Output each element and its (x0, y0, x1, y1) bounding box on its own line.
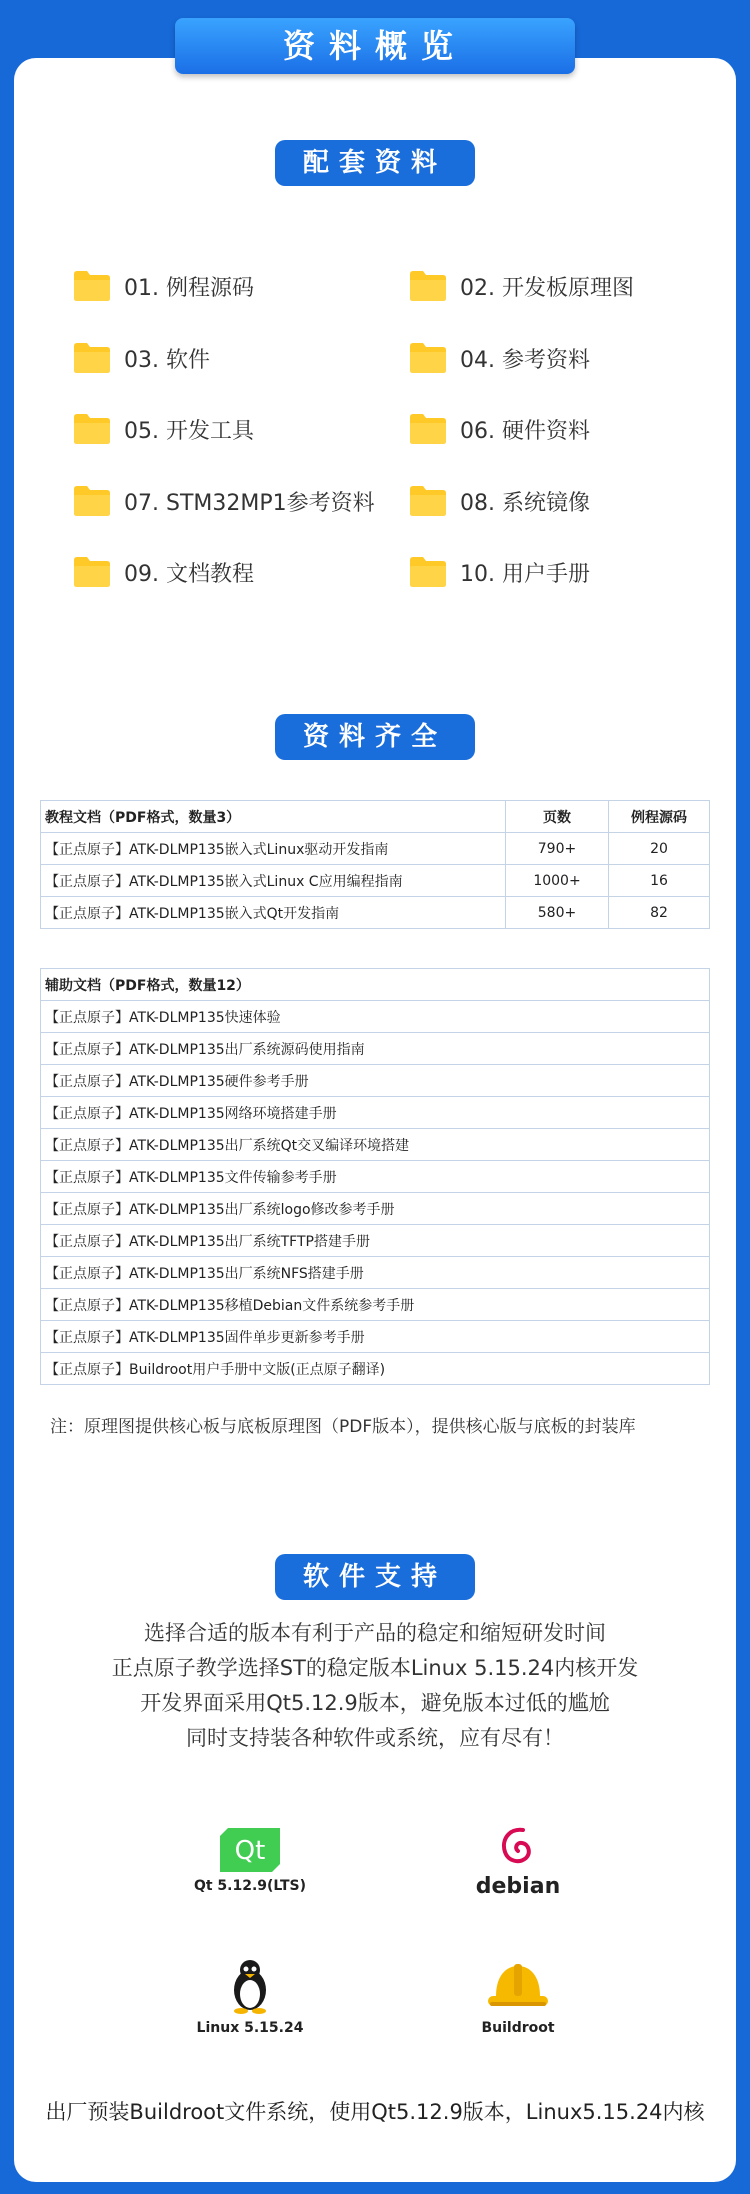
tutorial-table (40, 800, 710, 929)
folder-label: 04. 参考资料 (460, 347, 590, 373)
support-line: 正点原子教学选择ST的稳定版本Linux 5.15.24内核开发 (111, 1656, 639, 1680)
folder-icon (410, 486, 446, 516)
folder-label: 08. 系统镜像 (460, 490, 590, 516)
folder-item[interactable] (410, 268, 634, 304)
table-cell: 【正点原子】ATK-DLMP135固件单步更新参考手册 (41, 1321, 710, 1353)
linux-caption: Linux 5.15.24 (196, 2020, 304, 2036)
table-cell: 【正点原子】ATK-DLMP135网络环境搭建手册 (41, 1097, 710, 1129)
debian-logo (408, 1822, 628, 1899)
folder-icon (74, 486, 110, 516)
linux-logo (140, 1958, 360, 2036)
table-row (41, 1033, 710, 1065)
table-header-cell: 辅助文档（PDF格式，数量12） (41, 969, 710, 1001)
folder-icon (74, 343, 110, 373)
table-cell: 【正点原子】ATK-DLMP135出厂系统源码使用指南 (41, 1033, 710, 1065)
table-row (41, 1129, 710, 1161)
table-cell: 【正点原子】ATK-DLMP135出厂系统NFS搭建手册 (41, 1257, 710, 1289)
folder-icon (74, 557, 110, 587)
folder-label: 01. 例程源码 (124, 275, 254, 301)
hard-hat-icon (486, 1958, 550, 2014)
note-text: 注：原理图提供核心板与底板原理图（PDF版本），提供核心版与底板的封装库 (50, 1417, 636, 1437)
table-row (41, 865, 710, 897)
table-cell: 【正点原子】ATK-DLMP135嵌入式Qt开发指南 (41, 897, 506, 929)
section-title-complete: 资料齐全 (275, 714, 475, 760)
table-header-row (41, 801, 710, 833)
table-row (41, 1257, 710, 1289)
folder-item[interactable] (74, 554, 254, 590)
folder-icon (74, 271, 110, 301)
table-header-cell: 教程文档（PDF格式，数量3） (41, 801, 506, 833)
folder-icon (410, 271, 446, 301)
folder-item[interactable] (410, 483, 590, 519)
bottom-summary: 出厂预装Buildroot文件系统，使用Qt5.12.9版本，Linux5.15.24内核 (45, 2100, 705, 2124)
folder-label: 02. 开发板原理图 (460, 275, 634, 301)
table-cell: 【正点原子】ATK-DLMP135移植Debian文件系统参考手册 (41, 1289, 710, 1321)
table-cell: 【正点原子】ATK-DLMP135出厂系统TFTP搭建手册 (41, 1225, 710, 1257)
support-description (0, 1616, 750, 1756)
folder-icon (410, 414, 446, 444)
table-cell: 【正点原子】ATK-DLMP135嵌入式Linux驱动开发指南 (41, 833, 506, 865)
folder-label: 10. 用户手册 (460, 561, 590, 587)
table-row (41, 1225, 710, 1257)
folder-item[interactable] (74, 340, 210, 376)
table-header-cell: 例程源码 (609, 801, 710, 833)
table-cell: 82 (609, 897, 710, 929)
table-row (41, 1193, 710, 1225)
table-row (41, 1097, 710, 1129)
debian-caption: debian (475, 1874, 561, 1899)
table-cell: 20 (609, 833, 710, 865)
folder-item[interactable] (410, 411, 590, 447)
page-title: 资料概览 (175, 18, 575, 74)
tux-penguin-icon (226, 1958, 274, 2014)
folder-label: 03. 软件 (124, 347, 210, 373)
folder-label: 06. 硬件资料 (460, 418, 590, 444)
table-header-cell: 页数 (506, 801, 609, 833)
table-row (41, 1161, 710, 1193)
buildroot-caption: Buildroot (481, 2020, 555, 2036)
table-cell: 【正点原子】ATK-DLMP135出厂系统logo修改参考手册 (41, 1193, 710, 1225)
table-row (41, 1353, 710, 1385)
folder-label: 09. 文档教程 (124, 561, 254, 587)
folder-icon (410, 343, 446, 373)
qt-icon (220, 1828, 280, 1872)
table-cell: 【正点原子】Buildroot用户手册中文版(正点原子翻译) (41, 1353, 710, 1385)
table-cell: 【正点原子】ATK-DLMP135嵌入式Linux C应用编程指南 (41, 865, 506, 897)
support-line: 选择合适的版本有利于产品的稳定和缩短研发时间 (144, 1621, 606, 1645)
table-cell: 580+ (506, 897, 609, 929)
folder-icon (74, 414, 110, 444)
table-cell: 【正点原子】ATK-DLMP135快速体验 (41, 1001, 710, 1033)
qt-logo (140, 1828, 360, 1894)
folder-item[interactable] (74, 268, 254, 304)
table-row (41, 1001, 710, 1033)
table-cell: 1000+ (506, 865, 609, 897)
debian-swirl-icon (493, 1822, 543, 1872)
section-title-materials: 配套资料 (275, 140, 475, 186)
table-row (41, 1065, 710, 1097)
buildroot-logo (408, 1958, 628, 2036)
table-row (41, 833, 710, 865)
table-cell: 790+ (506, 833, 609, 865)
folder-item[interactable] (410, 340, 590, 376)
table-cell: 【正点原子】ATK-DLMP135文件传输参考手册 (41, 1161, 710, 1193)
table-row (41, 1289, 710, 1321)
folder-item[interactable] (74, 411, 254, 447)
table-cell: 16 (609, 865, 710, 897)
table-cell: 【正点原子】ATK-DLMP135硬件参考手册 (41, 1065, 710, 1097)
support-line: 开发界面采用Qt5.12.9版本，避免版本过低的尴尬 (140, 1691, 610, 1715)
folder-icon (410, 557, 446, 587)
folder-label: 07. STM32MP1参考资料 (124, 490, 375, 516)
folder-label: 05. 开发工具 (124, 418, 254, 444)
folder-item[interactable] (410, 554, 590, 590)
aux-table (40, 968, 710, 1385)
table-header-row (41, 969, 710, 1001)
qt-caption: Qt 5.12.9(LTS) (193, 1878, 307, 1894)
support-line: 同时支持装各种软件或系统，应有尽有！ (186, 1726, 564, 1750)
section-title-software: 软件支持 (275, 1554, 475, 1600)
svg-text:Qt: Qt (234, 1836, 266, 1866)
table-cell: 【正点原子】ATK-DLMP135出厂系统Qt交叉编译环境搭建 (41, 1129, 710, 1161)
table-row (41, 1321, 710, 1353)
folder-item[interactable] (74, 483, 375, 519)
table-row (41, 897, 710, 929)
